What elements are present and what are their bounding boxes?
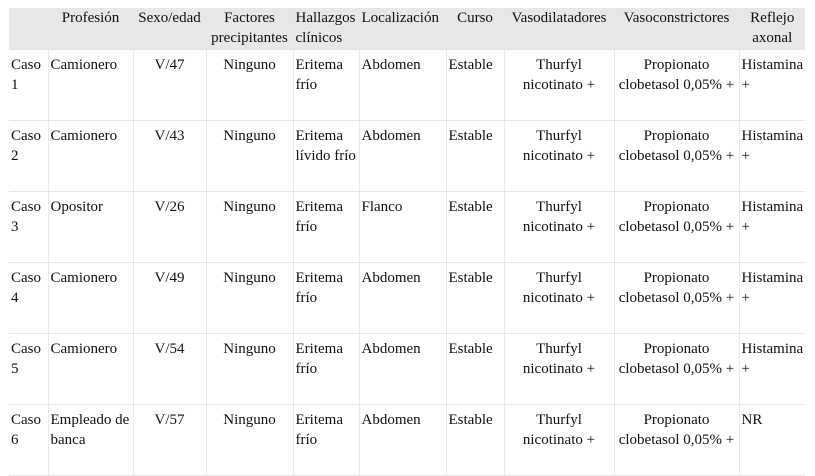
case-cell: Caso 4: [9, 262, 48, 333]
clinical-findings-cell: Eritema frío: [293, 404, 359, 475]
vasoconstrictors-cell: Propionato clobetasol 0,05% +: [614, 191, 739, 262]
vasodilators-cell: Thurfyl nicotinato +: [504, 120, 614, 191]
location-cell: Abdomen: [359, 120, 446, 191]
header-vasoconstrictors: Vasoconstrictores: [614, 8, 739, 49]
table-row: [9, 404, 805, 475]
location-cell: Abdomen: [359, 262, 446, 333]
vasoconstrictors-cell: Propionato clobetasol 0,05% +: [614, 333, 739, 404]
location-cell: Flanco: [359, 191, 446, 262]
axon-reflex-cell: Histamina +: [739, 49, 805, 120]
sex-age-cell: V/43: [133, 120, 206, 191]
precipitating-factors-cell: Ninguno: [206, 404, 293, 475]
clinical-findings-cell: Eritema lívido frío: [293, 120, 359, 191]
case-cell: Caso 6: [9, 404, 48, 475]
profession-cell: Camionero: [48, 49, 133, 120]
axon-reflex-cell: Histamina +: [739, 191, 805, 262]
vasoconstrictors-cell: Propionato clobetasol 0,05% +: [614, 120, 739, 191]
table-row: [9, 49, 805, 120]
precipitating-factors-cell: Ninguno: [206, 49, 293, 120]
clinical-cases-table: [9, 8, 805, 476]
header-location: Localización: [359, 8, 446, 49]
vasoconstrictors-cell: Propionato clobetasol 0,05% +: [614, 262, 739, 333]
vasoconstrictors-cell: Propionato clobetasol 0,05% +: [614, 404, 739, 475]
vasodilators-cell: Thurfyl nicotinato +: [504, 262, 614, 333]
table-row: [9, 120, 805, 191]
case-cell: Caso 2: [9, 120, 48, 191]
location-cell: Abdomen: [359, 333, 446, 404]
location-cell: Abdomen: [359, 404, 446, 475]
header-case: [9, 8, 48, 49]
profession-cell: Camionero: [48, 120, 133, 191]
header-clinical-findings: Hallazgos clínicos: [293, 8, 359, 49]
sex-age-cell: V/57: [133, 404, 206, 475]
precipitating-factors-cell: Ninguno: [206, 191, 293, 262]
profession-cell: Opositor: [48, 191, 133, 262]
sex-age-cell: V/49: [133, 262, 206, 333]
axon-reflex-cell: Histamina +: [739, 333, 805, 404]
course-cell: Estable: [446, 262, 504, 333]
clinical-findings-cell: Eritema frío: [293, 262, 359, 333]
header-course: Curso: [446, 8, 504, 49]
sex-age-cell: V/54: [133, 333, 206, 404]
table-body: [9, 49, 805, 475]
table-row: [9, 333, 805, 404]
course-cell: Estable: [446, 404, 504, 475]
table-row: [9, 191, 805, 262]
header-axon-reflex: Reflejo axonal: [739, 8, 805, 49]
clinical-findings-cell: Eritema frío: [293, 191, 359, 262]
location-cell: Abdomen: [359, 49, 446, 120]
clinical-findings-cell: Eritema frío: [293, 333, 359, 404]
vasodilators-cell: Thurfyl nicotinato +: [504, 333, 614, 404]
vasodilators-cell: Thurfyl nicotinato +: [504, 404, 614, 475]
case-cell: Caso 1: [9, 49, 48, 120]
profession-cell: Camionero: [48, 262, 133, 333]
clinical-findings-cell: Eritema frío: [293, 49, 359, 120]
precipitating-factors-cell: Ninguno: [206, 333, 293, 404]
axon-reflex-cell: NR: [739, 404, 805, 475]
precipitating-factors-cell: Ninguno: [206, 262, 293, 333]
header-sex-age: Sexo/edad: [133, 8, 206, 49]
header-precipitating-factors: Factores precipitantes: [206, 8, 293, 49]
vasodilators-cell: Thurfyl nicotinato +: [504, 191, 614, 262]
table-row: [9, 262, 805, 333]
profession-cell: Camionero: [48, 333, 133, 404]
vasoconstrictors-cell: Propionato clobetasol 0,05% +: [614, 49, 739, 120]
course-cell: Estable: [446, 49, 504, 120]
case-cell: Caso 3: [9, 191, 48, 262]
precipitating-factors-cell: Ninguno: [206, 120, 293, 191]
course-cell: Estable: [446, 191, 504, 262]
axon-reflex-cell: Histamina +: [739, 262, 805, 333]
profession-cell: Empleado de banca: [48, 404, 133, 475]
header-profession: Profesión: [48, 8, 133, 49]
vasodilators-cell: Thurfyl nicotinato +: [504, 49, 614, 120]
axon-reflex-cell: Histamina +: [739, 120, 805, 191]
case-cell: Caso 5: [9, 333, 48, 404]
course-cell: Estable: [446, 333, 504, 404]
course-cell: Estable: [446, 120, 504, 191]
header-vasodilators: Vasodilatadores: [504, 8, 614, 49]
sex-age-cell: V/26: [133, 191, 206, 262]
sex-age-cell: V/47: [133, 49, 206, 120]
header-row: [9, 8, 805, 49]
